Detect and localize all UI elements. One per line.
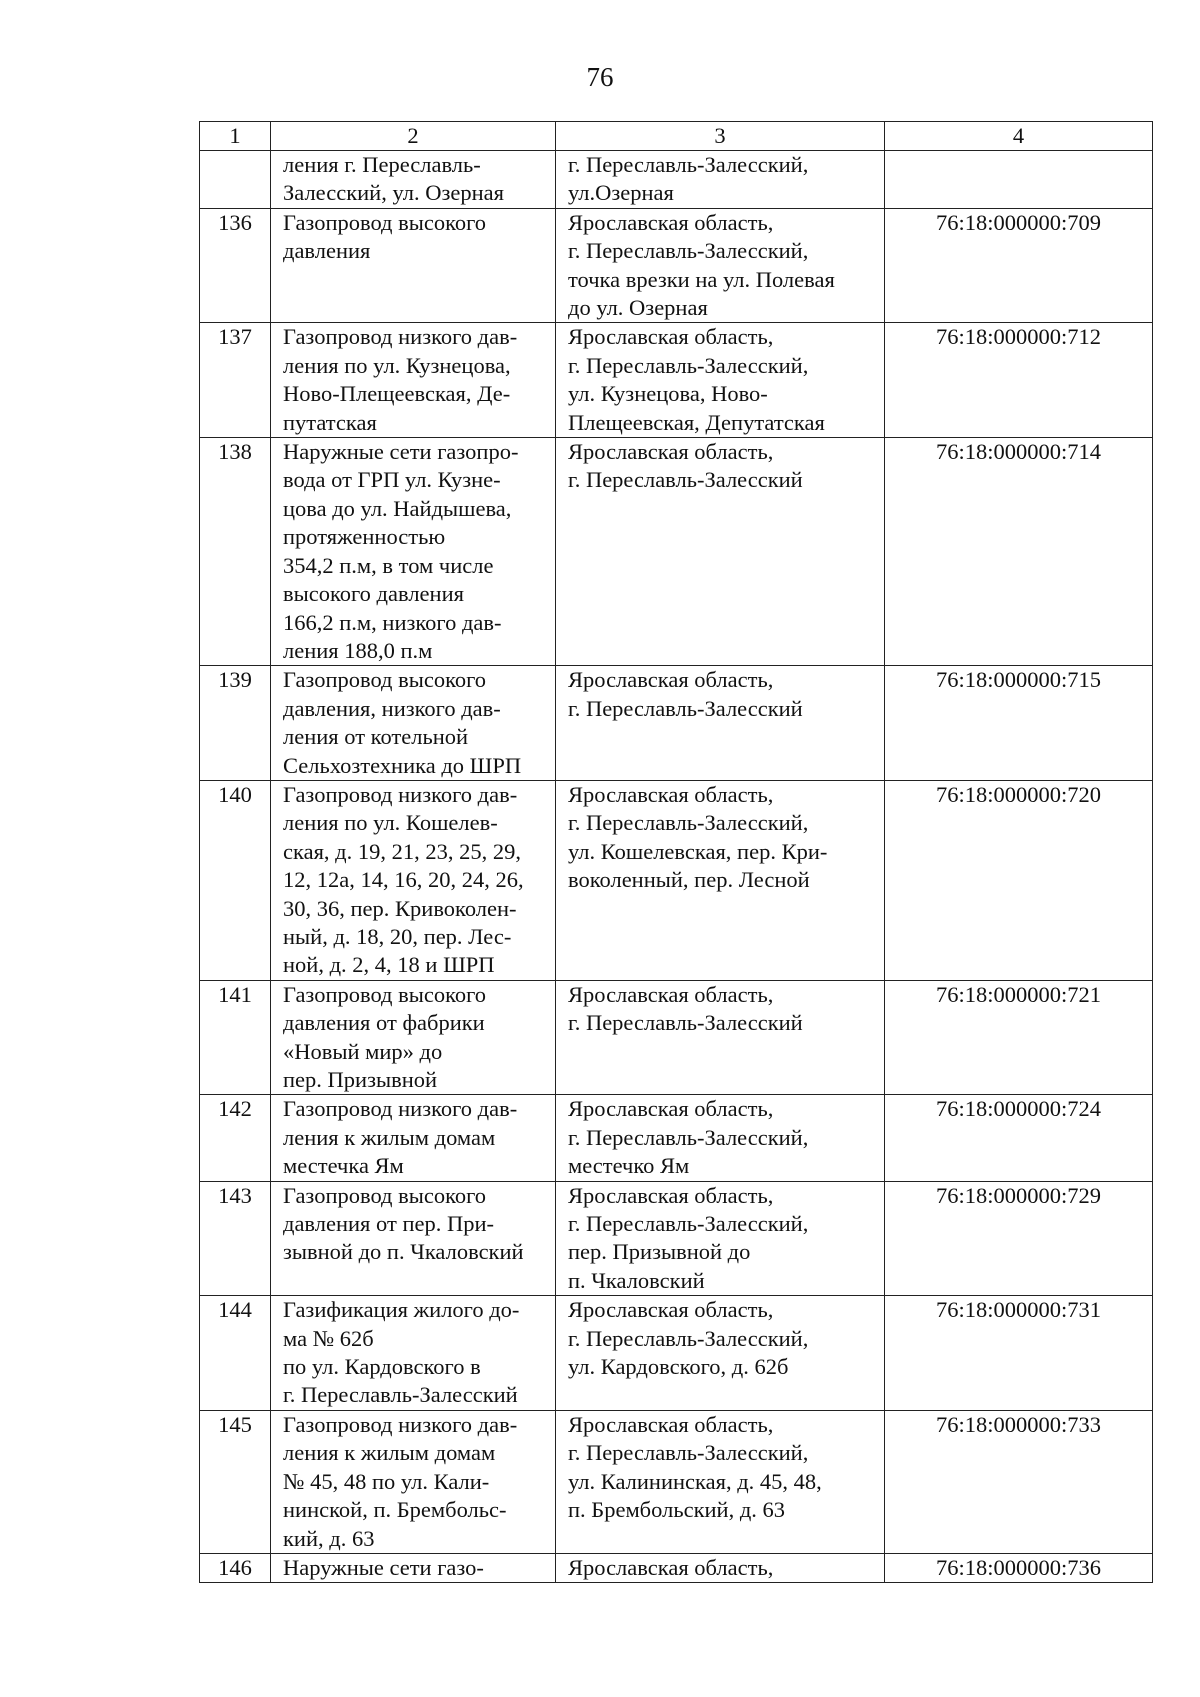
- address-cell: [556, 151, 885, 209]
- address-line: п. Чкаловский: [568, 1267, 705, 1293]
- row-number-cell: 138: [200, 438, 271, 666]
- row-number-cell: 136: [200, 208, 271, 323]
- address-line: ул.Озерная: [568, 180, 674, 206]
- address-cell: [556, 1296, 885, 1411]
- object-name-line: Наружные сети газопро-: [283, 439, 519, 465]
- row-number-cell: 142: [200, 1095, 271, 1181]
- object-name-line: Сельхозтехника до ШРП: [283, 752, 522, 778]
- object-name-line: г. Переславль-Залесский: [283, 1382, 518, 1408]
- object-name-line: давления: [283, 238, 371, 264]
- cadastral-number-cell: 76:18:000000:714: [885, 438, 1153, 666]
- table-row: [200, 438, 1153, 666]
- address-line: г. Переславль-Залесский,: [568, 152, 809, 177]
- cadastral-number-cell: 76:18:000000:724: [885, 1095, 1153, 1181]
- object-name-cell: [271, 151, 556, 209]
- address-cell: [556, 323, 885, 438]
- object-name-line: ной, д. 2, 4, 18 и ШРП: [283, 952, 495, 978]
- address-line: г. Переславль-Залесский,: [568, 1211, 809, 1237]
- object-name-line: цова до ул. Найдышева,: [283, 495, 512, 521]
- row-number-cell: [200, 151, 271, 209]
- table-row: [200, 980, 1153, 1095]
- address-line: Ярославская область,: [568, 667, 774, 693]
- address-line: Ярославская область,: [568, 981, 774, 1007]
- address-line: г. Переславль-Залесский,: [568, 1124, 809, 1150]
- address-line: ул. Кошелевская, пер. Кри-: [568, 838, 828, 864]
- object-name-line: Газопровод низкого дав-: [283, 1411, 518, 1437]
- address-line: г. Переславль-Залесский: [568, 467, 803, 493]
- object-name-line: ления по ул. Кошелев-: [283, 810, 498, 836]
- row-number-cell: 143: [200, 1181, 271, 1296]
- object-name-cell: [271, 438, 556, 666]
- address-line: Плещеевская, Депутатская: [568, 409, 825, 435]
- header-col-2: 2: [271, 122, 556, 151]
- address-line: г. Переславль-Залесский,: [568, 238, 809, 264]
- object-name-line: местечка Ям: [283, 1153, 404, 1179]
- row-number-cell: 146: [200, 1553, 271, 1582]
- address-line: г. Переславль-Залесский: [568, 1010, 803, 1036]
- object-name-line: давления от пер. При-: [283, 1211, 495, 1237]
- object-name-line: № 45, 48 по ул. Кали-: [283, 1468, 490, 1494]
- registry-table-body: [200, 122, 1153, 1583]
- object-name-cell: [271, 1296, 556, 1411]
- object-name-line: давления, низкого дав-: [283, 695, 501, 721]
- object-name-line: ская, д. 19, 21, 23, 25, 29,: [283, 838, 521, 864]
- address-line: ул. Кузнецова, Ново-: [568, 381, 768, 407]
- address-cell: [556, 666, 885, 781]
- cadastral-number-cell: 76:18:000000:715: [885, 666, 1153, 781]
- object-name-line: путатская: [283, 409, 377, 435]
- address-line: Ярославская область,: [568, 1096, 774, 1122]
- row-number-cell: 137: [200, 323, 271, 438]
- object-name-line: Газопровод низкого дав-: [283, 1096, 518, 1122]
- object-name-cell: [271, 980, 556, 1095]
- table-row: [200, 1095, 1153, 1181]
- address-line: Ярославская область,: [568, 1411, 774, 1437]
- object-name-line: ления по ул. Кузнецова,: [283, 352, 511, 378]
- object-name-line: нинской, п. Брембольс-: [283, 1497, 507, 1523]
- object-name-line: ления от котельной: [283, 724, 469, 750]
- address-cell: [556, 780, 885, 980]
- row-number-cell: 144: [200, 1296, 271, 1411]
- address-line: Ярославская область,: [568, 439, 774, 465]
- object-name-line: протяженностью: [283, 524, 446, 550]
- address-line: п. Брембольский, д. 63: [568, 1497, 786, 1523]
- object-name-line: ления к жилым домам: [283, 1124, 496, 1150]
- cadastral-number-cell: 76:18:000000:731: [885, 1296, 1153, 1411]
- address-line: ул. Кардовского, д. 62б: [568, 1354, 789, 1380]
- cadastral-number-cell: 76:18:000000:729: [885, 1181, 1153, 1296]
- object-name-line: ный, д. 18, 20, пер. Лес-: [283, 923, 512, 949]
- header-col-1: 1: [200, 122, 271, 151]
- object-name-cell: [271, 208, 556, 323]
- address-cell: [556, 438, 885, 666]
- object-name-line: зывной до п. Чкаловский: [283, 1239, 524, 1265]
- object-name-line: «Новый мир» до: [283, 1038, 443, 1064]
- object-name-line: давления от фабрики: [283, 1010, 485, 1036]
- address-line: г. Переславль-Залесский,: [568, 352, 809, 378]
- table-row: [200, 323, 1153, 438]
- cadastral-number-cell: 76:18:000000:720: [885, 780, 1153, 980]
- object-name-line: Газопровод низкого дав-: [283, 324, 518, 350]
- table-row: [200, 1553, 1153, 1582]
- cadastral-number-cell: [885, 151, 1153, 209]
- address-line: г. Переславль-Залесский,: [568, 810, 809, 836]
- object-name-line: Залесский, ул. Озерная: [283, 180, 504, 206]
- cadastral-number-cell: 76:18:000000:709: [885, 208, 1153, 323]
- table-row: [200, 1296, 1153, 1411]
- page-number: 76: [586, 62, 614, 92]
- object-name-line: 166,2 п.м, низкого дав-: [283, 609, 502, 635]
- row-number-cell: 140: [200, 780, 271, 980]
- registry-table: [199, 121, 1153, 1583]
- object-name-cell: [271, 1410, 556, 1553]
- address-line: местечко Ям: [568, 1153, 690, 1179]
- table-row: [200, 1181, 1153, 1296]
- address-line: г. Переславль-Залесский,: [568, 1440, 809, 1466]
- object-name-line: пер. Призывной: [283, 1067, 438, 1092]
- table-row: [200, 208, 1153, 323]
- address-line: Ярославская область,: [568, 324, 774, 350]
- address-cell: [556, 980, 885, 1095]
- address-cell: [556, 208, 885, 323]
- object-name-line: Ново-Плещеевская, Де-: [283, 381, 511, 407]
- header-col-3: 3: [556, 122, 885, 151]
- table-header-row: [200, 122, 1153, 151]
- table-row: [200, 151, 1153, 209]
- row-number-cell: 145: [200, 1410, 271, 1553]
- address-line: до ул. Озерная: [568, 295, 708, 321]
- object-name-line: ления г. Переславль-: [283, 152, 481, 177]
- table-row: [200, 666, 1153, 781]
- address-cell: [556, 1095, 885, 1181]
- address-line: точка врезки на ул. Полевая: [568, 266, 835, 292]
- object-name-line: по ул. Кардовского в: [283, 1354, 481, 1380]
- address-line: ул. Калининская, д. 45, 48,: [568, 1468, 822, 1494]
- address-line: пер. Призывной до: [568, 1239, 751, 1265]
- header-col-4: 4: [885, 122, 1153, 151]
- address-line: воколенный, пер. Лесной: [568, 867, 810, 893]
- object-name-line: Наружные сети газо-: [283, 1554, 484, 1580]
- object-name-cell: [271, 780, 556, 980]
- object-name-line: ления к жилым домам: [283, 1440, 496, 1466]
- object-name-cell: [271, 1553, 556, 1582]
- object-name-line: вода от ГРП ул. Кузне-: [283, 467, 501, 493]
- object-name-line: Газопровод высокого: [283, 981, 487, 1007]
- object-name-cell: [271, 323, 556, 438]
- object-name-line: кий, д. 63: [283, 1525, 375, 1551]
- cadastral-number-cell: 76:18:000000:721: [885, 980, 1153, 1095]
- cadastral-number-cell: 76:18:000000:733: [885, 1410, 1153, 1553]
- row-number-cell: 141: [200, 980, 271, 1095]
- object-name-line: 354,2 п.м, в том числе: [283, 552, 494, 578]
- address-line: Ярославская область,: [568, 209, 774, 235]
- cadastral-number-cell: 76:18:000000:736: [885, 1553, 1153, 1582]
- object-name-line: Газификация жилого до-: [283, 1297, 520, 1323]
- object-name-line: Газопровод низкого дав-: [283, 781, 518, 807]
- object-name-line: 12, 12а, 14, 16, 20, 24, 26,: [283, 867, 524, 893]
- address-cell: [556, 1553, 885, 1582]
- table-row: [200, 780, 1153, 980]
- address-line: г. Переславль-Залесский: [568, 695, 803, 721]
- row-number-cell: 139: [200, 666, 271, 781]
- address-line: Ярославская область,: [568, 1182, 774, 1208]
- address-line: г. Переславль-Залесский,: [568, 1325, 809, 1351]
- cadastral-number-cell: 76:18:000000:712: [885, 323, 1153, 438]
- object-name-line: Газопровод высокого: [283, 1182, 487, 1208]
- object-name-line: 30, 36, пер. Кривоколен-: [283, 895, 517, 921]
- object-name-cell: [271, 666, 556, 781]
- object-name-line: Газопровод высокого: [283, 667, 487, 693]
- table-row: [200, 1410, 1153, 1553]
- address-line: Ярославская область,: [568, 1297, 774, 1323]
- object-name-line: Газопровод высокого: [283, 209, 487, 235]
- address-line: Ярославская область,: [568, 1554, 774, 1580]
- address-cell: [556, 1181, 885, 1296]
- object-name-line: ма № 62б: [283, 1325, 374, 1351]
- address-cell: [556, 1410, 885, 1553]
- object-name-line: ления 188,0 п.м: [283, 637, 433, 663]
- object-name-cell: [271, 1095, 556, 1181]
- object-name-cell: [271, 1181, 556, 1296]
- address-line: Ярославская область,: [568, 781, 774, 807]
- object-name-line: высокого давления: [283, 581, 464, 607]
